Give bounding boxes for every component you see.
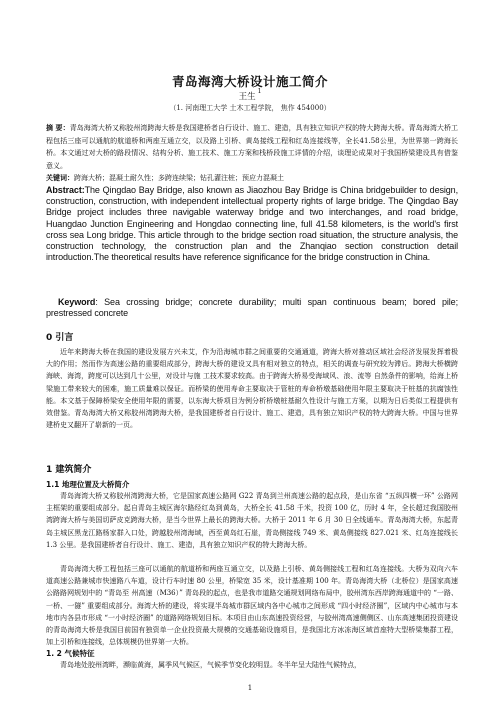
section-1-1-paragraph-1: 青岛海湾大桥又称胶州湾跨海大桥，它是国家高速公路网 G22 青岛到兰州高速公路的起点段，是山东省 “五纵四横一环” 公路网主框架的重要组成部分。起自青岛主城区海尔路经红岛到黄岛，大桥全长 41.58 千米，投资 100 亿，历时 4 年，全长超过我国胶州湾跨海大桥与美国切萨皮克跨海大桥，是当今世界上最长的跨海大桥。大桥于 2011 年 6 月 30 日全线通车。青岛海湾大桥，东起青岛主城区黑龙江路杨家群入口处，跨越胶州湾海域，西至黄岛红石崖，青岛侧接线 749 米、黄岛侧接线 827.021 米、红岛连接线长 1.3 公里。是我国建桥者自行设计、施工、建造，具有独立知识产权的特大跨海大桥。 [46, 492, 458, 549]
chinese-abstract [46, 122, 458, 172]
abstract-en-label: Abstract: [46, 185, 85, 195]
chinese-keywords [46, 172, 458, 185]
keywords-en-text: : Sea crossing bridge; concrete durability; multi span continuous beam; bored pile; prestressed concrete [46, 297, 458, 319]
keywords-en-label: Keyword [58, 297, 96, 307]
section-1-2-heading: 1. 2 气候特征 [46, 649, 95, 658]
abstract-cn-label: 摘 要： [46, 124, 70, 132]
author-superscript: 1 [257, 88, 262, 95]
author-name: 王生 [238, 92, 256, 102]
section-1-1-paragraph-2: 青岛海湾大桥工程包括三座可以通航的航道桥和两座互通立交，以及路上引桥、黄岛侧接线工程和红岛连接线。大桥为双向六车道高速公路兼城市快速路八车道，设计行车时速 80 公里，桥梁宽 35 米，设计基准期 100 年。青岛海湾大桥（北桥位）是国家高速公路路网规划中的 “青岛至 州高速（M36）” 青岛段的起点，也是我市道路交通规划网络布局中，胶州湾东西岸跨海通道中的 “一路、一桥、一隧” 重要组成部分。海湾大桥的建设，将实现半岛城市群区域内各中心城市之间形成 “四小时经济圈”，区域内中心城市与本地市内各县市形成 “一小时经济圈” 的道路网络规划目标。本项目由山东高速投资经营，与胶州湾高速侧侧区、山东高速集团投资建设的青岛海湾大桥是我国目前国有独资单一企业投资最大规模的交通基础设施项目，是我国北方冰冻海区域首座特大型桥梁集群工程，加上引桥和连接线，总体规模仍世界第一大桥。 [46, 565, 458, 647]
abstract-en-text: The Qingdao Bay Bridge, also known as Jiaozhou Bay Bridge is China bridgebuilder to design, construction, construction, with independent intellectual property rights of large bridge. The Qingdao Bay Bridge project includes three navigable waterway bridge and two interchanges, and road bridge, Huangdao Junction Engineering and Hongdao connecting line, full 41.58 kilometers, is the world's first cross sea Long bridge. This article through to the bridge section road situation, the structure analysis, the construction technology, the construction plan and the Zhanqiao section construction detail introduction.The theoretical results have reference significance for the bridge construction in China. [46, 185, 458, 263]
abstract-cn-text: 青岛海湾大桥又称胶州湾跨海大桥是我国建桥者自行设计、施工、建造，具有独立知识产权的特大跨海大桥。青岛海湾大桥工程包括三座可以通航的航道桥和两座互通立交，以及路上引桥、黄岛接线工程和红岛连接线等，全长41.58公里，为世界第一跨海长桥。本文通过对大桥的路段情况、结构分析、施工技术、施工方案和栈桥段施工详情的介绍，谈理论成果对于我国桥梁建设具有借鉴意义。 [46, 124, 459, 170]
section-1-heading: 1 建筑简介 [46, 465, 92, 475]
keywords-cn-label: 关键词： [46, 174, 74, 182]
english-keywords [46, 297, 458, 319]
section-0-paragraph: 近年来跨海大桥在我国的建设发展方兴未艾，作为沿海城市群之间重要的交通通道，跨海大桥对推动区域社会经济发展发挥着极大的作用；然而作为高速公路的重要组成部分，跨海大桥的建设又具有相对独立的特点，相关的调查与研究较为滞后。跨海大桥横跨海峡、海湾，跨度可以达到几十公里，对设计与施 工技术要求较高。由于跨海大桥易受海域风、浪、流等 自然条件的影响，给海上桥梁施工带来较大的困难，施工质量难以保证。而桥梁的使用寿命主要取决于管桩的寿命桥墩基础使用年限主要取决于桩基的抗腐蚀性能。本文基于保障桥梁安全使用年限的需要，以东海大桥项目为例分析桥墩桩基耐久性设计与施工方案，以期为日后类似工程提供有效借鉴。青岛海湾大桥又称胶州湾跨海大桥，是我国建桥者自行设计、施工、建造，具有独立知识产权的特大跨海大桥。中国与世界建桥史又翻开了崭新的一页。 [46, 348, 458, 430]
keywords-cn-text: 跨海大桥；混凝土耐久性；多跨连续梁；钻孔灌注桩；预应力混凝土 [74, 174, 284, 182]
page-number: 1 [247, 684, 253, 692]
paper-title: 青岛海湾大桥设计施工简介 [171, 74, 328, 89]
affiliation: （1. 河南理工大学 土木工程学院， 焦作 454000） [169, 104, 331, 112]
english-abstract [46, 185, 458, 263]
section-0-heading: 0 引言 [46, 333, 74, 343]
section-1-2-paragraph: 青岛地处胶州湾畔，濒临黄海，属季风气候区，气候季节变化较明显。冬半年呈大陆性气候特点， [60, 661, 361, 669]
section-1-1-heading: 1.1 地理位置及大桥简介 [46, 480, 130, 489]
author-line [0, 90, 500, 102]
